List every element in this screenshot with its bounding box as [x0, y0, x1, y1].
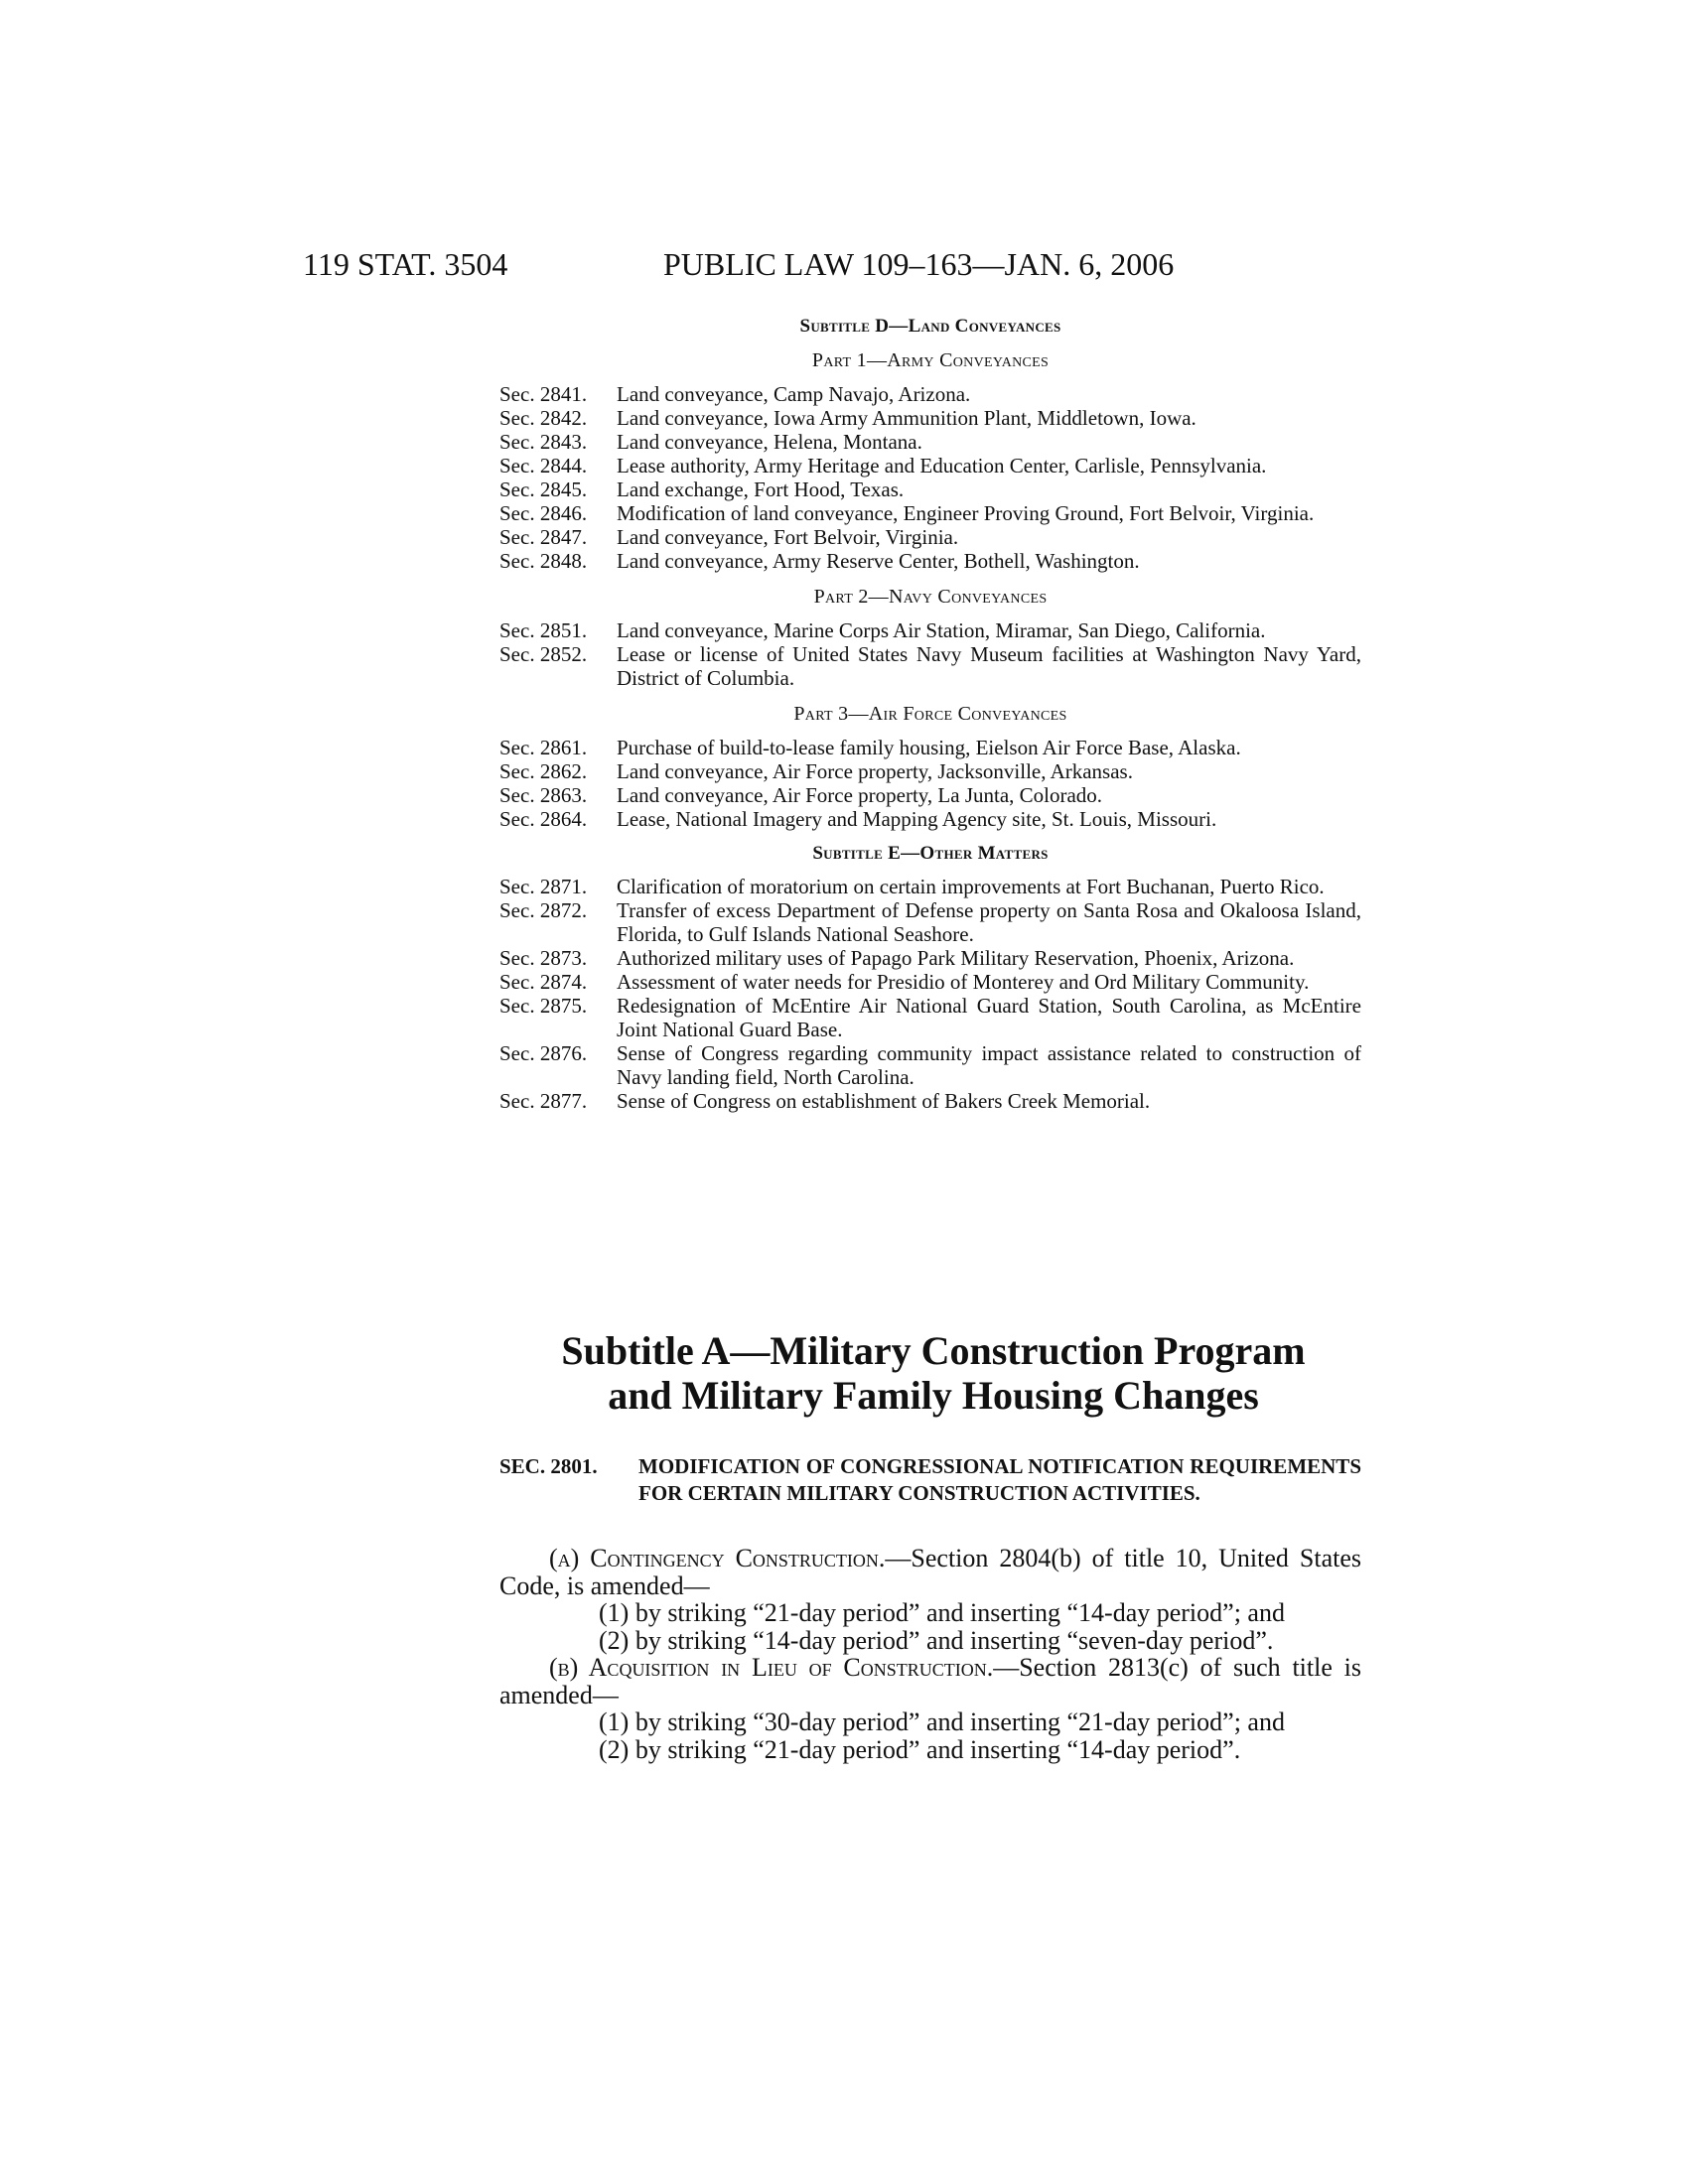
paragraph-a1: (1) by striking “21-day period” and inserting “14-day period”; and	[599, 1598, 1285, 1627]
toc-entry-number: Sec. 2871.	[499, 875, 588, 898]
running-header: PUBLIC LAW 109–163—JAN. 6, 2006	[663, 246, 1175, 282]
toc-entry	[499, 994, 1361, 1041]
toc-entry-text: Lease authority, Army Heritage and Education Center, Carlisle, Pennsylvania.	[617, 454, 1267, 478]
toc-entry-text: Purchase of build-to-lease family housing, Eielson Air Force Base, Alaska.	[617, 736, 1241, 759]
toc-entry	[499, 618, 1361, 642]
subsection-a-heading: (a) Contingency Construction.	[549, 1544, 886, 1572]
toc-entry	[499, 1089, 1361, 1113]
toc-entry	[499, 783, 1361, 807]
toc-entry-number: Sec. 2848.	[499, 549, 588, 573]
toc-entry	[499, 549, 1361, 573]
toc-entry	[499, 478, 1361, 501]
subsection-a	[499, 1545, 1361, 1599]
toc-entry	[499, 898, 1361, 946]
toc-entry-number: Sec. 2874.	[499, 970, 588, 994]
toc-part2-heading: Part 2—Navy Conveyances	[813, 586, 1048, 608]
section-title: MODIFICATION OF CONGRESSIONAL NOTIFICATION REQUIREMENTS FOR CERTAIN MILITARY CONSTRUCTION ACTIVITIES.	[638, 1454, 1361, 1505]
toc-entry-text: Transfer of excess Department of Defense property on Santa Rosa and Okaloosa Island, Florida, to Gulf Islands National Seashore.	[617, 898, 1361, 946]
toc-subtitle-e-heading: Subtitle E—Other Matters	[812, 843, 1049, 864]
paragraph-a2: (2) by striking “14-day period” and inserting “seven-day period”.	[599, 1625, 1274, 1655]
toc-entry-number: Sec. 2847.	[499, 525, 588, 549]
toc-entry-number: Sec. 2846.	[499, 501, 588, 525]
toc-entry-number: Sec. 2864.	[499, 807, 588, 831]
toc-part1-heading: Part 1—Army Conveyances	[811, 349, 1050, 371]
toc-entry-number: Sec. 2842.	[499, 406, 588, 430]
toc-entry-number: Sec. 2841.	[499, 382, 588, 406]
toc-entry	[499, 807, 1361, 831]
toc-entry-text: Land exchange, Fort Hood, Texas.	[617, 478, 905, 501]
toc-entry-number: Sec. 2861.	[499, 736, 588, 759]
toc-entry-text: Assessment of water needs for Presidio of Monterey and Ord Military Community.	[617, 970, 1310, 994]
toc-entry	[499, 501, 1361, 525]
toc-entry-text: Land conveyance, Marine Corps Air Station, Miramar, San Diego, California.	[617, 618, 1266, 642]
toc-entry	[499, 736, 1361, 759]
section-number: SEC. 2801.	[499, 1454, 598, 1478]
subsection-b	[499, 1654, 1361, 1708]
toc-entry-text: Land conveyance, Camp Navajo, Arizona.	[617, 382, 971, 406]
toc-entry	[499, 430, 1361, 454]
toc-entry-number: Sec. 2877.	[499, 1089, 588, 1113]
section-body	[499, 1545, 1361, 1763]
subsection-b-text: —Section 2813(c) of such title is amended—	[499, 1653, 1361, 1709]
toc-entry	[499, 525, 1361, 549]
toc-entry-number: Sec. 2852.	[499, 642, 588, 666]
toc-entry-number: Sec. 2862.	[499, 759, 588, 783]
toc-entry-number: Sec. 2843.	[499, 430, 588, 454]
toc-entry	[499, 454, 1361, 478]
toc-entry-text: Lease, National Imagery and Mapping Agency site, St. Louis, Missouri.	[617, 807, 1217, 831]
subsection-b-heading: (b) Acquisition in Lieu of Construction.	[549, 1653, 994, 1682]
toc-part3-heading: Part 3—Air Force Conveyances	[793, 703, 1067, 725]
toc-entry	[499, 382, 1361, 406]
toc-entry-text: Land conveyance, Army Reserve Center, Bothell, Washington.	[617, 549, 1140, 573]
toc-entry-text: Clarification of moratorium on certain improvements at Fort Buchanan, Puerto Rico.	[617, 875, 1325, 898]
toc-part3-list	[499, 736, 1361, 831]
subsection-a-text: —Section 2804(b) of title 10, United States Code, is amended—	[499, 1544, 1361, 1600]
subtitle-a-heading-line1: Subtitle A—Military Construction Program	[561, 1328, 1306, 1373]
toc-entry-number: Sec. 2845.	[499, 478, 588, 501]
toc-entry-text: Land conveyance, Fort Belvoir, Virginia.	[617, 525, 959, 549]
toc-entry-text: Redesignation of McEntire Air National Guard Station, South Carolina, as McEntire Joint National Guard Base.	[617, 994, 1361, 1041]
section-heading	[499, 1453, 1361, 1507]
toc-entry-number: Sec. 2875.	[499, 994, 588, 1018]
toc-entry	[499, 946, 1361, 970]
toc-entry	[499, 406, 1361, 430]
toc-entry-number: Sec. 2851.	[499, 618, 588, 642]
toc-entry-text: Sense of Congress on establishment of Bakers Creek Memorial.	[617, 1089, 1151, 1113]
toc-entry-text: Land conveyance, Iowa Army Ammunition Plant, Middletown, Iowa.	[617, 406, 1196, 430]
toc-entry	[499, 875, 1361, 898]
toc-part1-list	[499, 382, 1361, 573]
stat-page-number: 119 STAT. 3504	[303, 246, 508, 282]
toc-entry-text: Land conveyance, Air Force property, Jacksonville, Arkansas.	[617, 759, 1133, 783]
toc-entry-text: Land conveyance, Air Force property, La Junta, Colorado.	[617, 783, 1103, 807]
toc-entry-number: Sec. 2844.	[499, 454, 588, 478]
paragraph-b1: (1) by striking “30-day period” and inserting “21-day period”; and	[599, 1707, 1285, 1736]
toc-entry-number: Sec. 2863.	[499, 783, 588, 807]
toc-entry-number: Sec. 2873.	[499, 946, 588, 970]
toc-entry-text: Authorized military uses of Papago Park Military Reservation, Phoenix, Arizona.	[617, 946, 1295, 970]
toc-entry	[499, 642, 1361, 690]
toc-entry	[499, 759, 1361, 783]
toc-subtitle-d-heading: Subtitle D—Land Conveyances	[799, 316, 1061, 337]
toc-entry	[499, 970, 1361, 994]
paragraph-b2: (2) by striking “21-day period” and inserting “14-day period”.	[599, 1734, 1241, 1764]
toc-entry-number: Sec. 2872.	[499, 898, 588, 922]
toc-part2-list	[499, 618, 1361, 690]
toc-entry	[499, 1041, 1361, 1089]
subtitle-a-heading-line2: and Military Family Housing Changes	[608, 1373, 1259, 1418]
toc-entry-text: Land conveyance, Helena, Montana.	[617, 430, 922, 454]
toc-entry-number: Sec. 2876.	[499, 1041, 588, 1065]
subtitle-a-heading	[477, 1328, 1390, 1418]
toc-subtitle-e-list	[499, 875, 1361, 1113]
toc-entry-text: Modification of land conveyance, Engineer Proving Ground, Fort Belvoir, Virginia.	[617, 501, 1315, 525]
toc-entry-text: Lease or license of United States Navy Museum facilities at Washington Navy Yard, District of Columbia.	[617, 642, 1361, 690]
table-of-contents	[499, 316, 1361, 1113]
toc-entry-text: Sense of Congress regarding community impact assistance related to construction of Navy landing field, North Carolina.	[617, 1041, 1361, 1089]
